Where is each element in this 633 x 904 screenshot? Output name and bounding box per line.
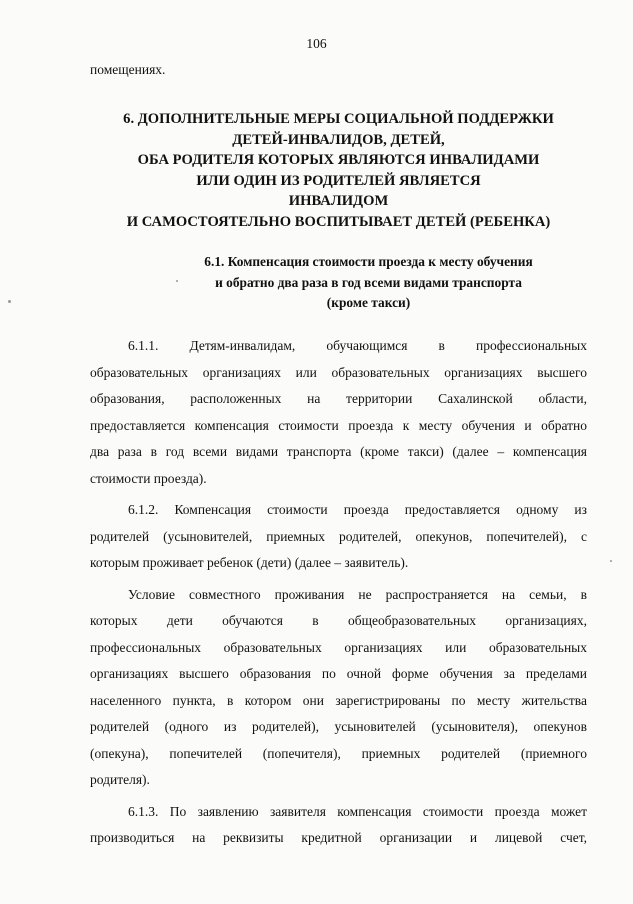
section-title-line: ИНВАЛИДОМ (288, 193, 389, 209)
paragraph-line: которым проживает ребенок (дети) (далее – заявитель). (90, 555, 409, 570)
subsection-title-line: и обратно два раза в год всеми видами транспорта (215, 274, 522, 290)
scan-speck (610, 560, 612, 562)
paragraph-6-1-1 (90, 333, 587, 492)
paragraph-line: производиться на реквизиты кредитной организации и лицевой счет, (90, 830, 587, 845)
section-title-line: ОБА РОДИТЕЛЯ КОТОРЫХ ЯВЛЯЮТСЯ ИНВАЛИДАМИ (137, 152, 540, 168)
paragraph-line: организациях высшего образования по очной форме обучения за пределами (90, 666, 587, 681)
subsection-title (150, 252, 587, 314)
section-title-line: 6. ДОПОЛНИТЕЛЬНЫЕ МЕРЫ СОЦИАЛЬНОЙ ПОДДЕРЖКИ (123, 111, 554, 127)
scan-speck (8, 300, 11, 303)
paragraph-line: 6.1.1. Детям-инвалидам, обучающимся в профессиональных (128, 338, 587, 353)
paragraph-line: 6.1.3. По заявлению заявителя компенсация стоимости проезда может (128, 803, 587, 819)
body-text (90, 333, 587, 852)
paragraph-6-1-2 (90, 497, 587, 577)
section-title (90, 109, 587, 232)
paragraph-line: профессиональных образовательных организациях или образовательных (90, 639, 587, 655)
paragraph-line: родителей (одного из родителей), усыновителей (усыновителя), опекунов (90, 719, 587, 734)
paragraph-line: (опекуна), попечителей (попечителя), приемных родителей (приемного (90, 745, 587, 761)
carryover-text: помещениях. (90, 62, 166, 77)
paragraph-line: населенного пункта, в котором они зарегистрированы по месту жительства (90, 692, 587, 708)
scan-speck (176, 280, 178, 282)
paragraph-condition (90, 582, 587, 794)
paragraph-6-1-3 (90, 799, 587, 852)
section-title-line: ДЕТЕЙ-ИНВАЛИДОВ, ДЕТЕЙ, (232, 131, 445, 148)
page-number: 106 (306, 36, 327, 51)
paragraph-line: стоимости проезда). (90, 470, 207, 486)
section-title-line: ИЛИ ОДИН ИЗ РОДИТЕЛЕЙ ЯВЛЯЕТСЯ (196, 172, 481, 189)
paragraph-line: 6.1.2. Компенсация стоимости проезда предоставляется одному из (128, 502, 587, 517)
subsection-title-line: 6.1. Компенсация стоимости проезда к месту обучения (204, 254, 533, 269)
paragraph-line: Условие совместного проживания не распространяется на семьи, в (128, 586, 587, 602)
paragraph-line: родителей (усыновителей, приемных родителей, опекунов, попечителей), с (90, 528, 587, 544)
paragraph-line: родителя). (90, 772, 150, 787)
paragraph-line: два раза в год всеми видами транспорта (кроме такси) (далее – компенсация (90, 444, 587, 459)
paragraph-line: образования, расположенных на территории Сахалинской области, (90, 391, 587, 406)
subsection-title-line: (кроме такси) (326, 295, 411, 310)
paragraph-line: предоставляется компенсация стоимости проезда к месту обучения и обратно (90, 417, 587, 433)
section-title-line: И САМОСТОЯТЕЛЬНО ВОСПИТЫВАЕТ ДЕТЕЙ (РЕБЕНКА) (126, 213, 551, 230)
paragraph-line: которых дети обучаются в общеобразовательных организациях, (90, 613, 587, 628)
paragraph-line: образовательных организациях или образовательных организациях высшего (90, 364, 587, 380)
